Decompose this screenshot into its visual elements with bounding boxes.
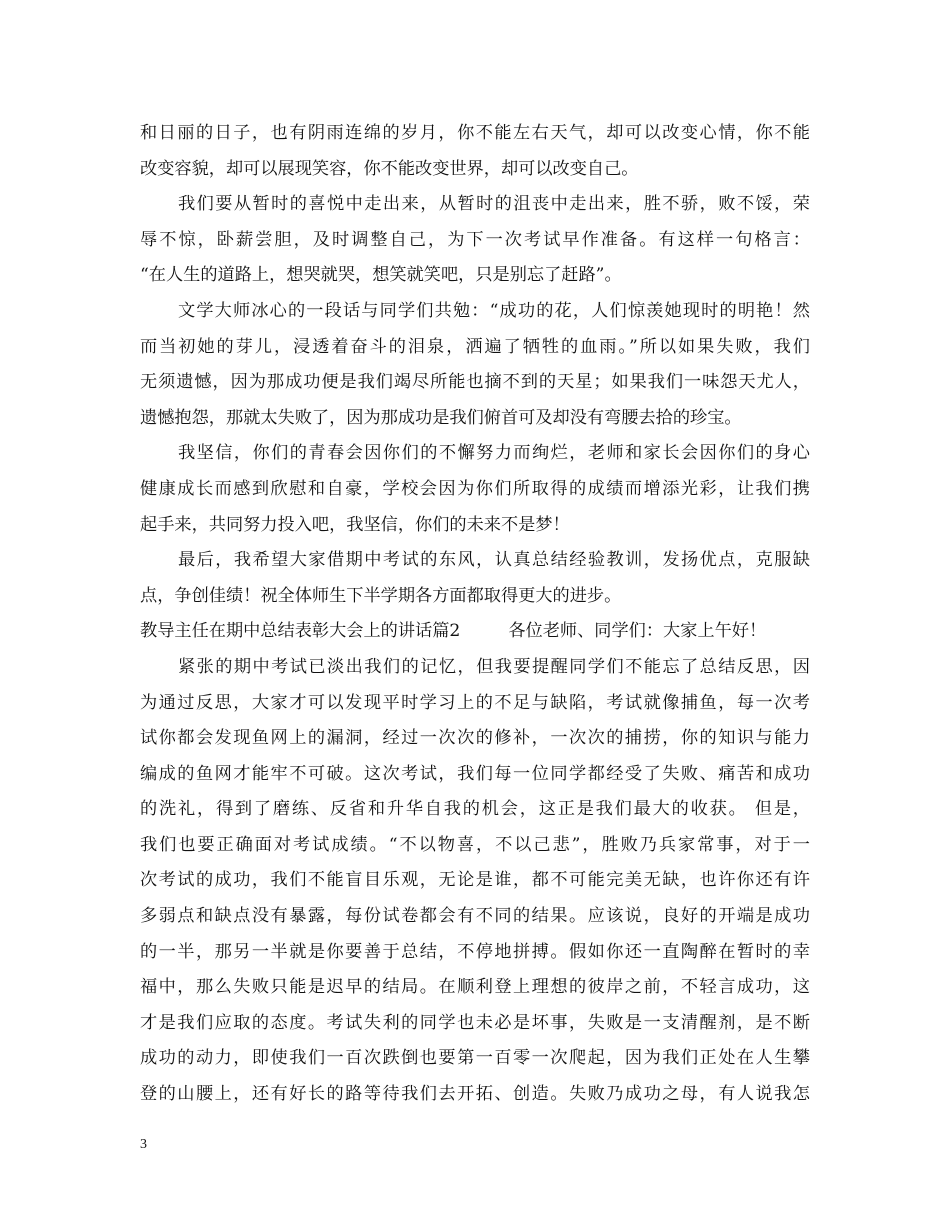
- text-line: 为通过反思，大家才可以发现平时学习上的不足与缺陷，考试就像捕鱼，每一次考: [140, 692, 810, 713]
- paragraph-start-line: 最后，我希望大家借期中考试的东风，认真总结经验教训，发扬优点，克服缺: [178, 550, 810, 571]
- section-title: 教导主任在期中总结表彰大会上的讲话篇2: [140, 621, 461, 642]
- text-line: 而当初她的芽儿，浸透着奋斗的泪泉，洒遍了牺牲的血雨。”所以如果失败，我们: [140, 336, 810, 357]
- paragraph-start-line: 紧张的期中考试已淡出我们的记忆，但我要提醒同学们不能忘了总结反思，因: [178, 656, 810, 677]
- text-line: 试你都会发现鱼网上的漏洞，经过一次次的修补，一次次的捕捞，你的知识与能力: [140, 728, 810, 749]
- text-line: 登的山腰上，还有好长的路等待我们去开拓、创造。失败乃成功之母，有人说我怎: [140, 1084, 810, 1105]
- text-line: 编成的鱼网才能牢不可破。这次考试，我们每一位同学都经受了失败、痛苦和成功: [140, 763, 810, 784]
- text-line: 成功的动力，即使我们一百次跌倒也要第一百零一次爬起，因为我们正处在人生攀: [140, 1048, 810, 1069]
- text-line: 我们也要正确面对考试成绩。“不以物喜，不以己悲”，胜败乃兵家常事，对于一: [140, 834, 810, 855]
- paragraph-start-line: 我们要从暂时的喜悦中走出来，从暂时的沮丧中走出来，胜不骄，败不馁，荣: [178, 194, 810, 215]
- text-line: 的一半，那另一半就是你要善于总结，不停地拼搏。假如你还一直陶醉在暂时的幸: [140, 941, 810, 962]
- text-line: 才是我们应取的态度。考试失利的同学也未必是坏事，失败是一支清醒剂，是不断: [140, 1012, 810, 1033]
- paragraph-start-line: 我坚信，你们的青春会因你们的不懈努力而绚烂，老师和家长会因你们的身心: [178, 443, 810, 464]
- section-heading-line: [140, 614, 810, 650]
- text-line: “在人生的道路上，想哭就哭，想笑就笑吧，只是别忘了赶路”。: [140, 265, 622, 286]
- text-line: 和日丽的日子，也有阴雨连绵的岁月，你不能左右天气，却可以改变心情，你不能: [140, 123, 810, 143]
- text-line: 的洗礼，得到了磨练、反省和升华自我的机会，这正是我们最大的收获。 但是，: [140, 799, 810, 820]
- text-line: 辱不惊，卧薪尝胆，及时调整自己，为下一次考试早作准备。有这样一句格言：: [140, 229, 810, 250]
- page-number: 3: [140, 1137, 147, 1152]
- text-line: 健康成长而感到欣慰和自豪，学校会因为你们所取得的成绩而增添光彩，让我们携: [140, 478, 810, 499]
- text-line: 无须遗憾，因为那成功便是我们竭尽所能也摘不到的天星；如果我们一味怨天尤人，: [140, 372, 810, 393]
- greeting: 各位老师、同学们：大家上午好！: [508, 621, 767, 642]
- text-line: 遗憾抱怨，那就太失败了，因为那成功是我们俯首可及却没有弯腰去拾的珍宝。: [140, 407, 742, 428]
- text-line: 多弱点和缺点没有暴露，每份试卷都会有不同的结果。应该说，良好的开端是成功: [140, 906, 810, 927]
- text-line: 福中，那么失败只能是迟早的结局。在顺利登上理想的彼岸之前，不轻言成功，这: [140, 977, 810, 998]
- paragraph-start-line: 文学大师冰心的一段话与同学们共勉：“成功的花，人们惊羡她现时的明艳！然: [178, 300, 810, 321]
- text-line: 起手来，共同努力投入吧，我坚信，你们的未来不是梦！: [140, 514, 570, 535]
- text-line: 点，争创佳绩！祝全体师生下半学期各方面都取得更大的进步。: [140, 585, 622, 606]
- document-body: [140, 116, 810, 1113]
- text-line: 改变容貌，却可以展现笑容，你不能改变世界，却可以改变自己。: [140, 158, 639, 179]
- text-line: 次考试的成功，我们不能盲目乐观，无论是谁，都不可能完美无缺，也许你还有许: [140, 870, 810, 891]
